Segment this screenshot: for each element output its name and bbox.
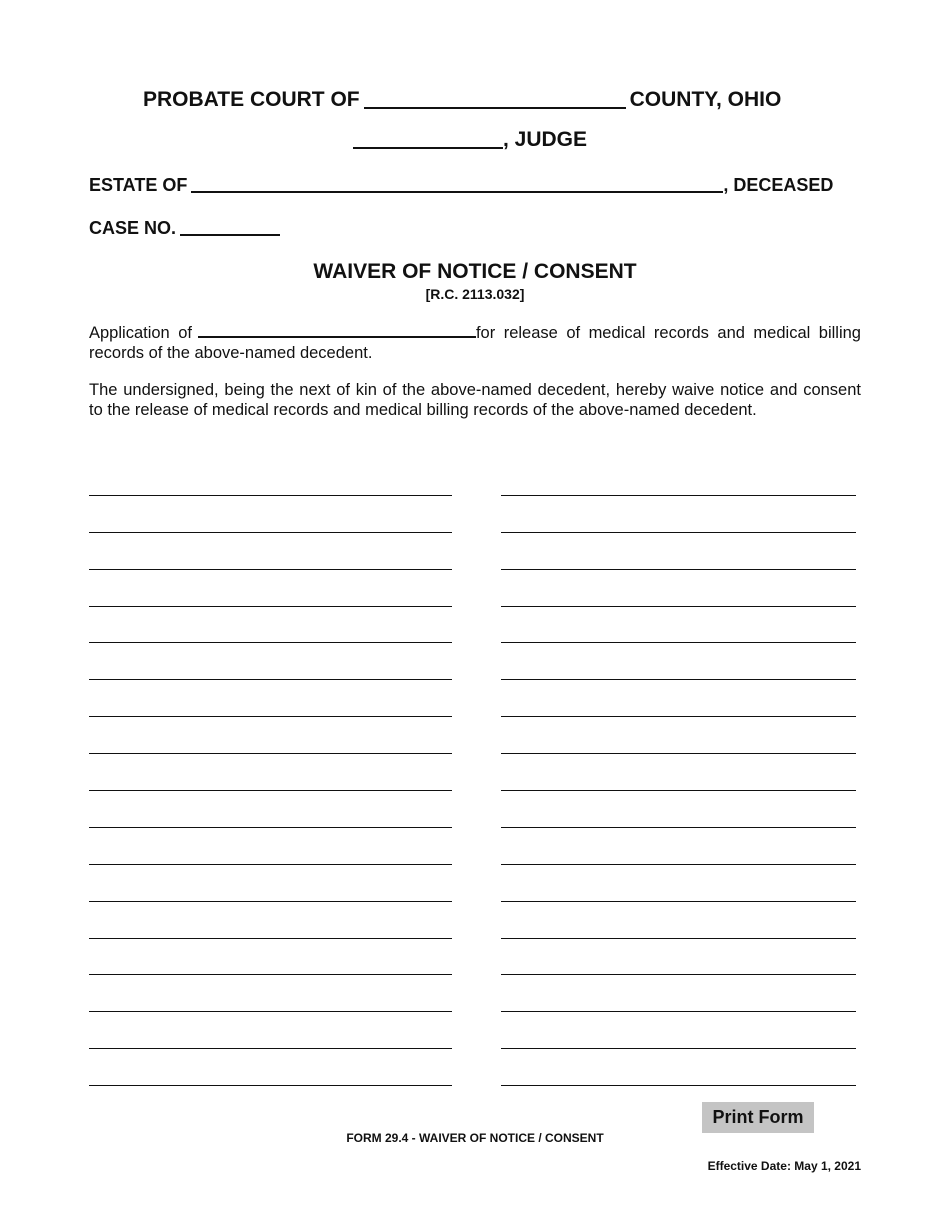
signature-line[interactable]	[501, 607, 856, 644]
application-suffix: for release of medical records and medical billing records of the above-named decedent.	[89, 324, 861, 362]
signature-line[interactable]	[89, 607, 452, 644]
signature-line[interactable]	[89, 459, 452, 496]
signature-line[interactable]	[89, 1049, 452, 1086]
estate-heading	[89, 173, 833, 196]
signature-line[interactable]	[501, 902, 856, 939]
footer-form-label: FORM 29.4 - WAIVER OF NOTICE / CONSENT	[346, 1131, 604, 1145]
county-name-field[interactable]	[364, 89, 626, 109]
form-title: WAIVER OF NOTICE / CONSENT	[313, 260, 637, 283]
signature-line[interactable]	[501, 570, 856, 607]
signature-line[interactable]	[89, 1012, 452, 1049]
signature-line[interactable]	[89, 828, 452, 865]
signature-line[interactable]	[89, 496, 452, 533]
estate-suffix: , DECEASED	[723, 175, 834, 195]
signature-line[interactable]	[501, 754, 856, 791]
application-prefix: Application of	[89, 324, 192, 342]
signature-line[interactable]	[501, 939, 856, 976]
signature-line[interactable]	[501, 496, 856, 533]
signature-line[interactable]	[501, 828, 856, 865]
statute-reference: [R.C. 2113.032]	[425, 286, 525, 302]
signature-line[interactable]	[89, 643, 452, 680]
signature-line[interactable]	[89, 865, 452, 902]
signature-line[interactable]	[501, 643, 856, 680]
signature-line[interactable]	[89, 975, 452, 1012]
waiver-paragraph: The undersigned, being the next of kin of the above-named decedent, hereby waive notice and consent to the release of medical records and medical billing records of the above-named decedent.	[89, 381, 861, 419]
footer-effective-date: Effective Date: May 1, 2021	[707, 1159, 861, 1173]
signature-line[interactable]	[501, 865, 856, 902]
signature-line[interactable]	[501, 533, 856, 570]
signature-line[interactable]	[89, 939, 452, 976]
court-heading	[143, 88, 781, 112]
case-prefix: CASE NO.	[89, 218, 177, 238]
signature-line[interactable]	[89, 570, 452, 607]
court-prefix: PROBATE COURT OF	[143, 88, 360, 111]
signature-line[interactable]	[89, 902, 452, 939]
signature-column-right	[501, 459, 856, 1086]
signature-line[interactable]	[89, 754, 452, 791]
court-suffix: COUNTY, OHIO	[629, 88, 782, 111]
signature-line[interactable]	[89, 533, 452, 570]
signature-line[interactable]	[89, 717, 452, 754]
case-number-heading	[89, 216, 284, 239]
judge-heading	[353, 128, 587, 152]
print-form-button[interactable]: Print Form	[702, 1102, 814, 1133]
signature-line[interactable]	[501, 1012, 856, 1049]
judge-suffix: , JUDGE	[503, 128, 588, 151]
signature-line[interactable]	[501, 1049, 856, 1086]
signature-column-left	[89, 459, 452, 1086]
signature-line[interactable]	[501, 975, 856, 1012]
case-number-field[interactable]	[180, 216, 280, 236]
applicant-name-field[interactable]	[198, 322, 476, 338]
signature-line[interactable]	[501, 459, 856, 496]
signature-line[interactable]	[501, 791, 856, 828]
application-paragraph	[89, 322, 861, 363]
signature-line[interactable]	[89, 680, 452, 717]
signature-line[interactable]	[501, 717, 856, 754]
judge-name-field[interactable]	[353, 129, 503, 149]
signature-line[interactable]	[501, 680, 856, 717]
estate-name-field[interactable]	[191, 173, 723, 193]
estate-prefix: ESTATE OF	[89, 175, 188, 195]
signature-line[interactable]	[89, 791, 452, 828]
